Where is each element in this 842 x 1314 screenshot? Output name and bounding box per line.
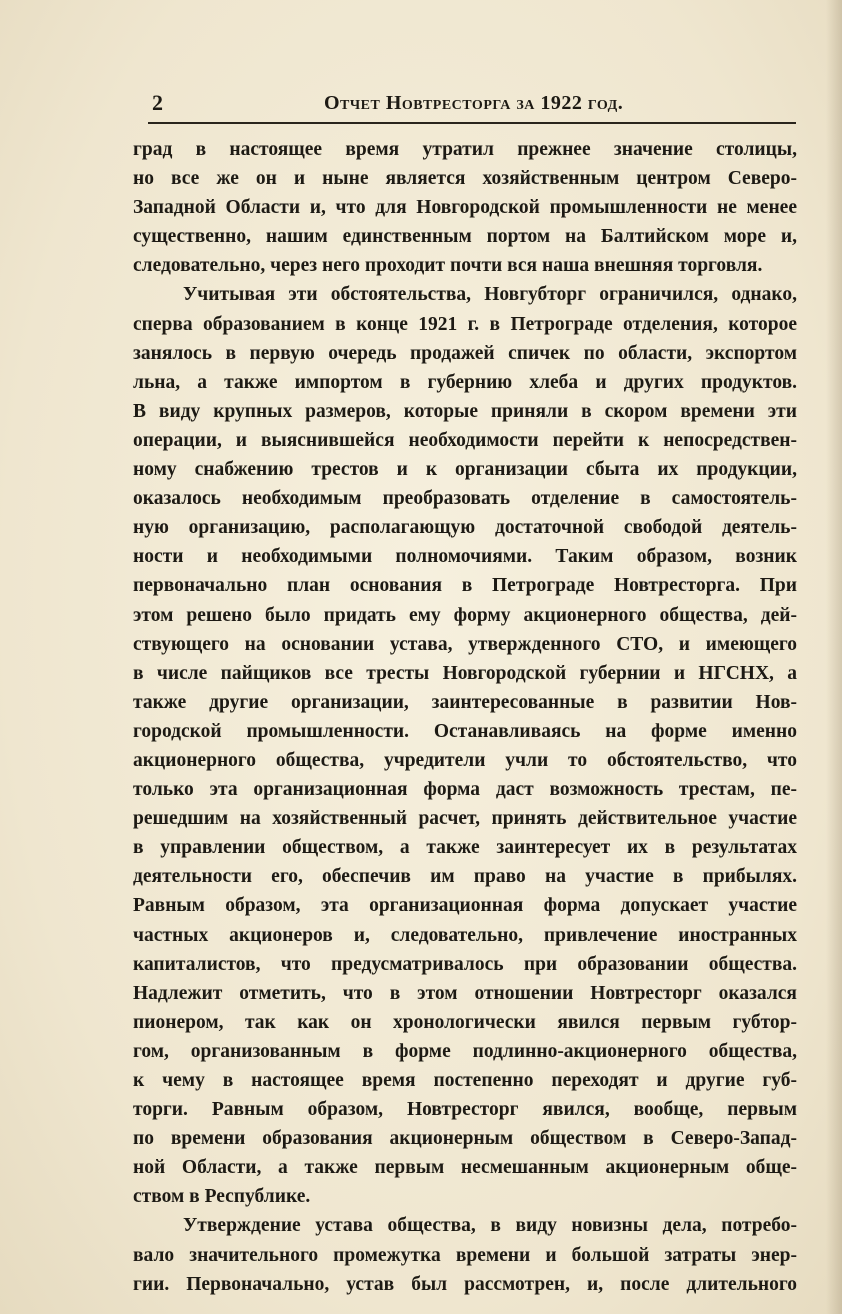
text-line: Равным образом, эта организационная форма допускает участие — [133, 895, 797, 917]
text-line: гом, организованным в форме подлинно-акционерного общества, — [133, 1040, 797, 1062]
text-line: следовательно, через него проходит почти вся наша внешняя торговля. — [133, 255, 763, 277]
text-line: также другие организации, заинтересованные в развитии Нов- — [133, 691, 797, 713]
text-line: гии. Первоначально, устав был рассмотрен, и, после длительного — [133, 1273, 797, 1295]
text-line: но все же он и ныне является хозяйственным центром Северо- — [133, 168, 797, 190]
text-line: деятельности его, обеспечив им право на участие в прибылях. — [133, 866, 797, 888]
text-line: град в настоящее время утратил прежнее значение столицы, — [133, 139, 797, 160]
paragraph-first-line: Учитывая эти обстоятельства, Новгубторг ограничился, однако, — [183, 284, 797, 306]
text-line: существенно, нашим единственным портом на Балтийском море и, — [133, 226, 797, 248]
text-line: операции, и выяснившейся необходимости перейти к непосредствен- — [133, 429, 797, 451]
text-line: занялось в первую очередь продажей спичек по области, экспортом — [133, 342, 797, 364]
text-line: вало значительного промежутка времени и большой затраты энер- — [133, 1244, 797, 1266]
paragraph-first-line: Утверждение устава общества, в виду новизны дела, потребо- — [183, 1215, 797, 1237]
header-rule — [148, 122, 796, 124]
page-number: 2 — [152, 90, 163, 115]
text-line: решедшим на хозяйственный расчет, принять действительное участие — [133, 808, 797, 830]
text-line: только эта организационная форма даст возможность трестам, пе- — [133, 779, 797, 801]
text-line: сперва образованием в конце 1921 г. в Петрограде отделения, которое — [133, 313, 797, 335]
text-line: в числе пайщиков все тресты Новгородской губернии и НГСНХ, а — [133, 662, 797, 684]
text-line: В виду крупных размеров, которые приняли в скором времени эти — [133, 400, 797, 422]
text-line: по времени образования акционерным обществом в Северо-Запад- — [133, 1128, 797, 1150]
text-line: в управлении обществом, а также заинтересует их в результатах — [133, 837, 797, 859]
text-line: ством в Республике. — [133, 1186, 311, 1208]
text-line: пионером, так как он хронологически явился первым губтор- — [133, 1011, 797, 1033]
text-line: ствующего на основании устава, утвержденного СТО, и имеющего — [133, 633, 797, 655]
text-line: к чему в настоящее время постепенно переходят и другие губ- — [133, 1070, 797, 1091]
text-line: этом решено было придать ему форму акционерного общества, дей- — [133, 604, 797, 626]
text-line: оказалось необходимым преобразовать отделение в самостоятель- — [133, 488, 797, 510]
text-line: Западной Области и, что для Новгородской промышленности не менее — [133, 197, 797, 219]
page-edge-shadow — [826, 0, 842, 1314]
text-line: акционерного общества, учредители учли то обстоятельство, что — [133, 749, 797, 771]
text-line: торги. Равным образом, Новтресторг явился, вообще, первым — [133, 1099, 797, 1121]
text-line: льна, а также импортом в губернию хлеба и других продуктов. — [133, 371, 797, 393]
text-line: ному снабжению трестов и к организации сбыта их продукции, — [133, 459, 797, 481]
text-line: городской промышленности. Останавливаясь на форме именно — [133, 720, 797, 742]
text-line: Надлежит отметить, что в этом отношении Новтресторг оказался — [133, 982, 797, 1004]
text-line: ную организацию, располагающую достаточной свободой деятель- — [133, 517, 797, 539]
text-line: ной Области, а также первым несмешанным акционерным обще- — [133, 1157, 797, 1179]
text-line: первоначально план основания в Петрограде Новтресторга. При — [133, 575, 797, 597]
text-line: капиталистов, что предусматривалось при образовании общества. — [133, 953, 797, 975]
running-title: Отчет Новтресторга за 1922 год. — [324, 92, 624, 114]
body-text — [133, 135, 797, 1299]
page-header — [148, 90, 796, 122]
text-line: частных акционеров и, следовательно, привлечение иностранных — [133, 924, 797, 946]
text-line: ности и необходимыми полномочиями. Таким образом, возник — [133, 546, 797, 568]
